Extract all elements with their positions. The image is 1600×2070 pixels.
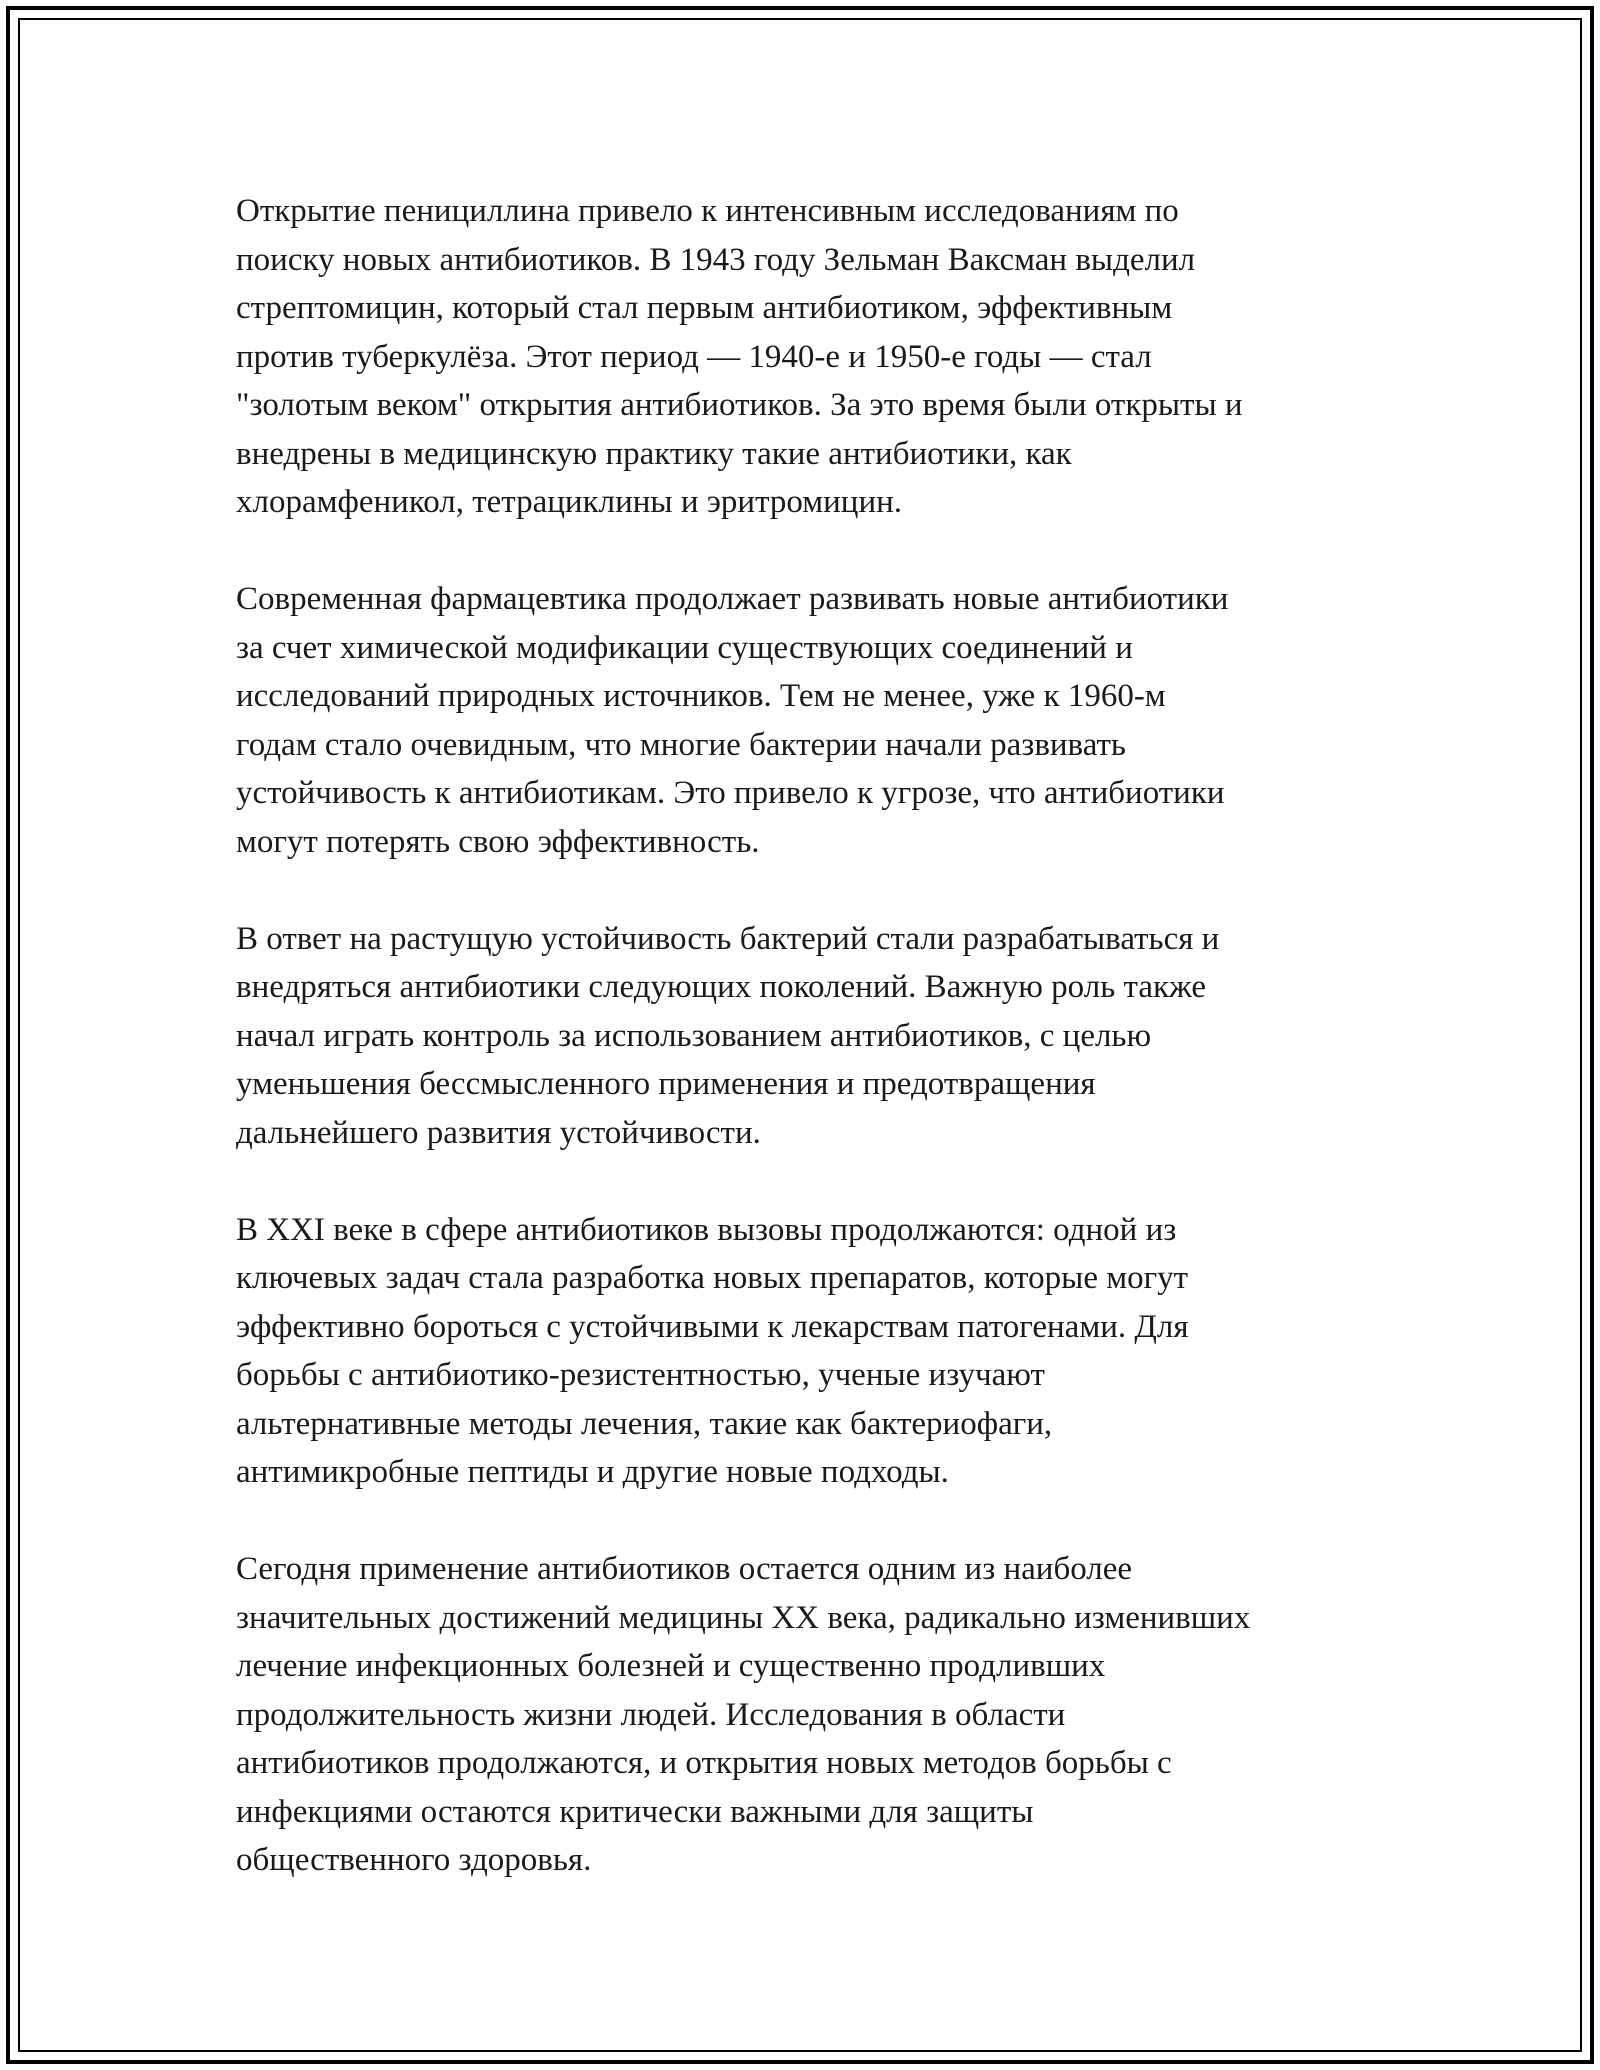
paragraph-next-generations: В ответ на растущую устойчивость бактерий стали разрабатываться и внедряться антибиотики следующих поколений. Важную роль также начал играть контроль за использованием антибиотиков, с целью уменьшения бессмысленного применения и предотвращения дальнейшего развития устойчивости. [236, 920, 1220, 1151]
paragraph-penicillin-discovery: Открытие пенициллина привело к интенсивным исследованиям по поиску новых антибиотиков. В 1943 году Зельман Ваксман выделил стрептомицин, который стал первым антибиотиком, эффективным против туберкулёза. Этот период — 1940-е и 1950-е годы — стал "золотым веком" открытия антибиотиков. За это время были открыты и внедрены в медицинскую практику такие антибиотики, как хлорамфеникол, тетрациклины и эритромицин. [236, 193, 1243, 520]
paragraph-21st-century: В XXI веке в сфере антибиотиков вызовы продолжаются: одной из ключевых задач стала разработка новых препаратов, которые могут эффективно бороться с устойчивыми к лекарствам патогенами. Для борьбы с антибиотико-резистентностью, ученые изучают альтернативные методы лечения, такие как бактериофаги, антимикробные пептиды и другие новые подходы. [236, 1211, 1189, 1490]
paragraph-today: Сегодня применение антибиотиков остается одним из наиболее значительных достижений медицины XX века, радикально изменивших лечение инфекционных болезней и существенно продливших продолжительность жизни людей. Исследования в области антибиотиков продолжаются, и открытия новых методов борьбы с инфекциями остаются критически важными для защиты общественного здоровья. [236, 1551, 1251, 1878]
paragraph-modern-pharmaceutics: Современная фармацевтика продолжает развивать новые антибиотики за счет химической модификации существующих соединений и исследований природных источников. Тем не менее, уже к 1960-м годам стало очевидным, что многие бактерии начали развивать устойчивость к антибиотикам. Это привело к угрозе, что антибиотики могут потерять свою эффективность. [236, 581, 1229, 860]
document-body [236, 187, 1386, 1933]
